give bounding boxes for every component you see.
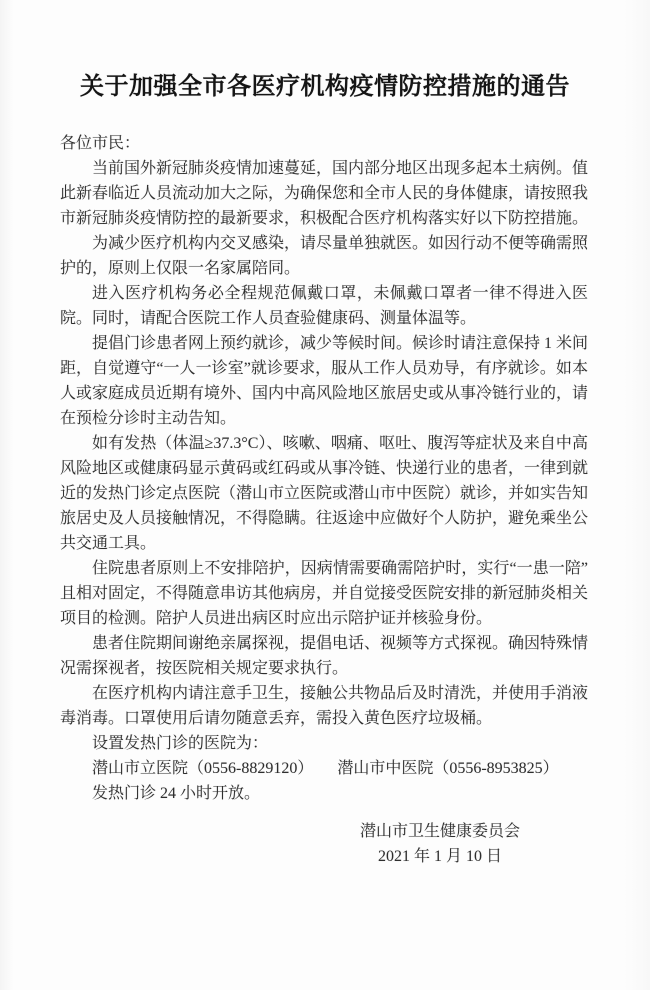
para-inpatient-escort: 住院患者原则上不安排陪护，因病情需要确需陪护时，实行“一患一陪”且相对固定，不得随意串访其他病房，并自觉接受医院安排的新冠肺炎相关项目的检测。陪护人员进出病区时应出示陪护证并核验身份。: [60, 559, 589, 627]
notice-body: [60, 131, 588, 806]
para-fever-clinic-hospitals: 潜山市立医院（0556-8829120） 潜山市中医院（0556-8953825）: [92, 759, 559, 777]
para-hand-hygiene: 在医疗机构内请注意手卫生，接触公共物品后及时清洗，并使用手消液毒消毒。口罩使用后请勿随意丢弃，需投入黄色医疗垃圾桶。: [60, 684, 589, 727]
para-appointment-distancing: 提倡门诊患者网上预约就诊，减少等候时间。候诊时请注意保持 1 米间距，自觉遵守“一人一诊室”就诊要求，服从工作人员劝导，有序就诊。如本人或家庭成员近期有境外、国内中高风险地区旅居史或从事冷链行业的，请在预检分诊时主动告知。: [60, 334, 589, 427]
para-fever-clinic-hours: 发热门诊 24 小时开放。: [92, 784, 261, 802]
salutation: 各位市民：: [60, 134, 141, 152]
page-title: 关于加强全市各医疗机构疫情防控措施的通告: [80, 73, 570, 100]
para-epidemic-situation: 当前国外新冠肺炎疫情加速蔓延，国内部分地区出现多起本土病例。值此新春临近人员流动加大之际，为确保您和全市人民的身体健康，请按照我市新冠肺炎疫情防控的最新要求，积极配合医疗机构落实好以下防控措施。: [60, 159, 589, 227]
para-fever-clinic-intro: 设置发热门诊的医院为：: [92, 734, 269, 752]
signature-block: [330, 819, 550, 869]
para-fever-guidance: 如有发热（体温≥37.3°C）、咳嗽、咽痛、呕吐、腹泻等症状及来自中高风险地区或健康码显示黄码或红码或从事冷链、快递行业的患者，一律到就近的发热门诊定点医院（潜山市立医院或潜山市中医院）就诊，并如实告知旅居史及人员接触情况，不得隐瞒。往返途中应做好个人防护，避免乘坐公共交通工具。: [60, 434, 589, 552]
para-mask-requirement: 进入医疗机构务必全程规范佩戴口罩，未佩戴口罩者一律不得进入医院。同时，请配合医院工作人员查验健康码、测量体温等。: [60, 284, 588, 327]
issue-date: 2021 年 1 月 10 日: [377, 847, 502, 865]
notice-document: [0, 70, 650, 990]
para-reduce-cross-infection: 为减少医疗机构内交叉感染，请尽量单独就医。如因行动不便等确需照护的，原则上仅限一名家属陪同。: [60, 234, 589, 277]
para-visiting-policy: 患者住院期间谢绝亲属探视，提倡电话、视频等方式探视。确因特殊情况需探视者，按医院相关规定要求执行。: [60, 634, 589, 677]
issuer-signature: 潜山市卫生健康委员会: [359, 822, 520, 840]
